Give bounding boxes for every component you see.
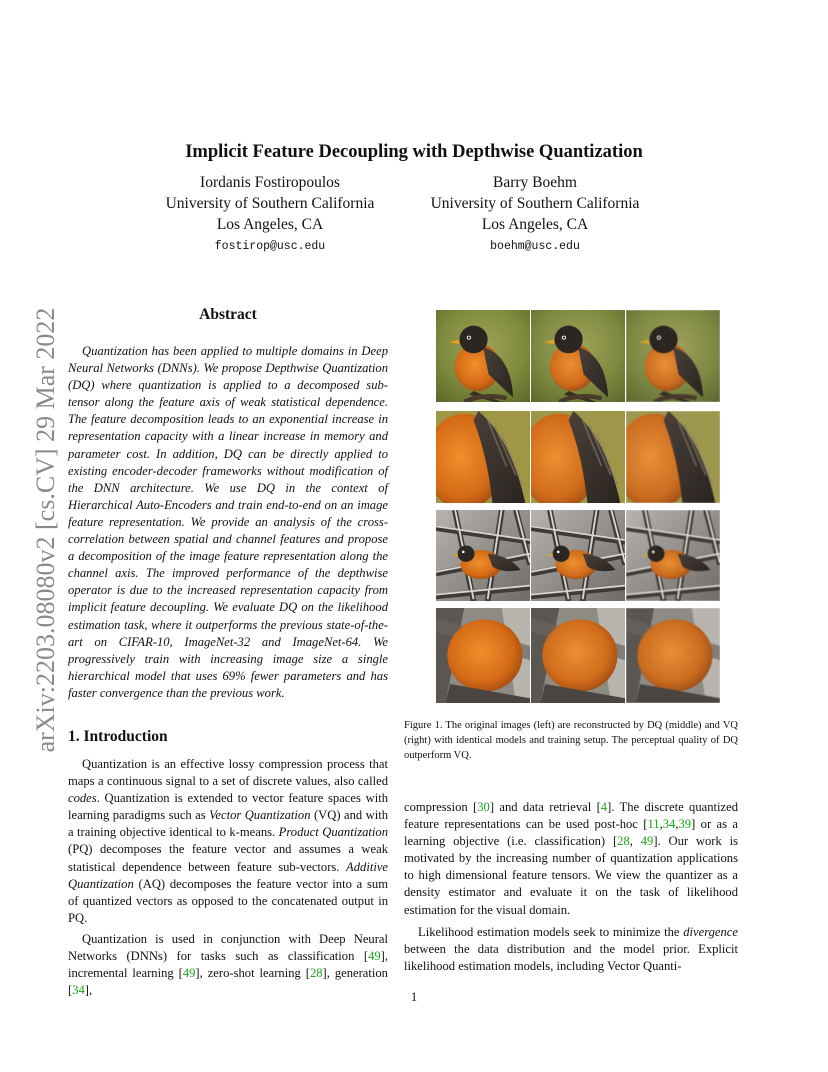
citation-link[interactable]: 11 [647, 817, 660, 832]
figure-image-robin-closeup-dq [531, 411, 625, 503]
figure-image-robin-branches-vq [626, 510, 720, 601]
abstract-heading: Abstract [199, 306, 257, 323]
author-affiliation: University of Southern California [165, 195, 375, 212]
paper-title: Implicit Feature Decoupling with Depthwise Quantization [185, 142, 643, 162]
emphasis: Additive Quantization [68, 859, 388, 891]
arxiv-stamp: arXiv:2203.08080v2 [cs.CV] 29 Mar 2022 [31, 307, 60, 753]
emphasis: codes [68, 791, 97, 806]
citation-link[interactable]: 49 [368, 949, 381, 964]
paragraph: Quantization is an effective lossy compression process that maps a continuous signal to a set of discrete values, also called codes. Quantization is extended to vector feature spaces with learning paradigms such as Vector Quantization (VQ) and with a training objective identical to k-means. Product Quantization (PQ) decomposes the feature vector and assumes a weak statistical dependence between feature sub-vectors. Additive Quantization (AQ) decomposes the feature vector into a sum of quantized vectors as opposed to the concatenated output in PQ. [68, 757, 388, 925]
author-block [405, 172, 665, 255]
figure-1-caption: Figure 1. The original images (left) are reconstructed by DQ (middle) and VQ (right) with identical models and training setup. The perceptual quality of DQ outperform VQ. [404, 720, 738, 761]
emphasis: Vector Quantization [209, 808, 311, 823]
author-block [140, 172, 400, 255]
author-name: Iordanis Fostiropoulos [200, 174, 340, 191]
citation-link[interactable]: 39 [678, 817, 692, 832]
section-heading-introduction: 1. Introduction [68, 728, 168, 745]
figure-1-image-grid [436, 310, 720, 703]
citation-link[interactable]: 49 [640, 834, 654, 849]
citation-link[interactable]: 49 [182, 966, 196, 981]
emphasis: Product Quantization [278, 825, 388, 840]
right-column-text [404, 799, 738, 975]
author-email[interactable]: boehm@usc.edu [490, 240, 580, 253]
figure-image-robin-branches-original [436, 510, 530, 601]
intro-text [68, 756, 388, 999]
figure-image-robin-branches-closeup-original [436, 608, 530, 703]
paragraph: Likelihood estimation models seek to minimize the divergence between the data distribution and the model prior. Explicit likelihood estimation models, including Vector Quanti- [404, 924, 738, 973]
paragraph: Quantization is used in conjunction with Deep Neural Networks (DNNs) for tasks such as classification [49], incremental learning [49], zero-shot learning [28], generation [34], [68, 931, 388, 998]
citation-link[interactable]: 34 [72, 983, 85, 998]
emphasis: divergence [683, 924, 738, 939]
figure-image-robin-closeup-original [436, 411, 530, 503]
figure-image-robin-branches-dq [531, 510, 625, 601]
citation-link[interactable]: 34 [662, 817, 676, 832]
figure-image-robin-closeup-vq [626, 411, 720, 503]
figure-image-robin-full-vq [626, 310, 720, 402]
author-location: Los Angeles, CA [481, 216, 589, 233]
author-email[interactable]: fostirop@usc.edu [214, 240, 326, 253]
figure-image-robin-branches-closeup-dq [531, 608, 625, 703]
author-location: Los Angeles, CA [216, 216, 324, 233]
page-number: 1 [410, 990, 418, 1004]
citation-link[interactable]: 4 [600, 800, 608, 814]
abstract-text: Quantization has been applied to multiple domains in Deep Neural Networks (DNNs). We propose Depthwise Quantization (DQ) where quantization is applied to a decomposed sub-tensor along the feature axis of weak statistical dependence. The feature decomposition leads to an exponential increase in representation capacity with a linear increase in memory and parameter cost. In addition, DQ can be directly applied to existing encoder-decoder frameworks without modification of the DNN architecture. We use DQ in the context of Hierarchical Auto-Encoders and train end-to-end on an image feature representation. We provide an analysis of the cross-correlation between spatial and channel features and propose a decomposition of the image feature representation along the channel axis. The improved performance of the depthwise operator is due to the increased representation capacity from implicit feature decoupling. We evaluate DQ on the likelihood estimation task, where it outperforms the previous state-of-the-art on CIFAR-10, ImageNet-32 and ImageNet-64. We progressively train with increasing image size a single hierarchical model that uses 69% fewer parameters and has faster convergence than the previous work. [68, 344, 388, 700]
paragraph: compression [30] and data retrieval [4]. The discrete quantized feature representations can be used post-hoc [11,34,39] or as a learning objective (i.e. classification) [28, 49]. Our work is motivated by the increasing number of quantization applications to high dimensional feature tensors. We view the quantizer as a density estimator and evaluate it on the task of likelihood estimation for the visual domain. [404, 800, 739, 917]
figure-image-robin-full-original [436, 310, 530, 402]
citation-link[interactable]: 30 [477, 800, 490, 814]
figure-image-robin-full-dq [531, 310, 625, 402]
citation-link[interactable]: 28 [617, 834, 630, 849]
author-affiliation: University of Southern California [430, 195, 640, 212]
author-name: Barry Boehm [493, 174, 577, 191]
citation-link[interactable]: 28 [309, 966, 323, 981]
figure-image-robin-branches-closeup-vq [626, 608, 720, 703]
